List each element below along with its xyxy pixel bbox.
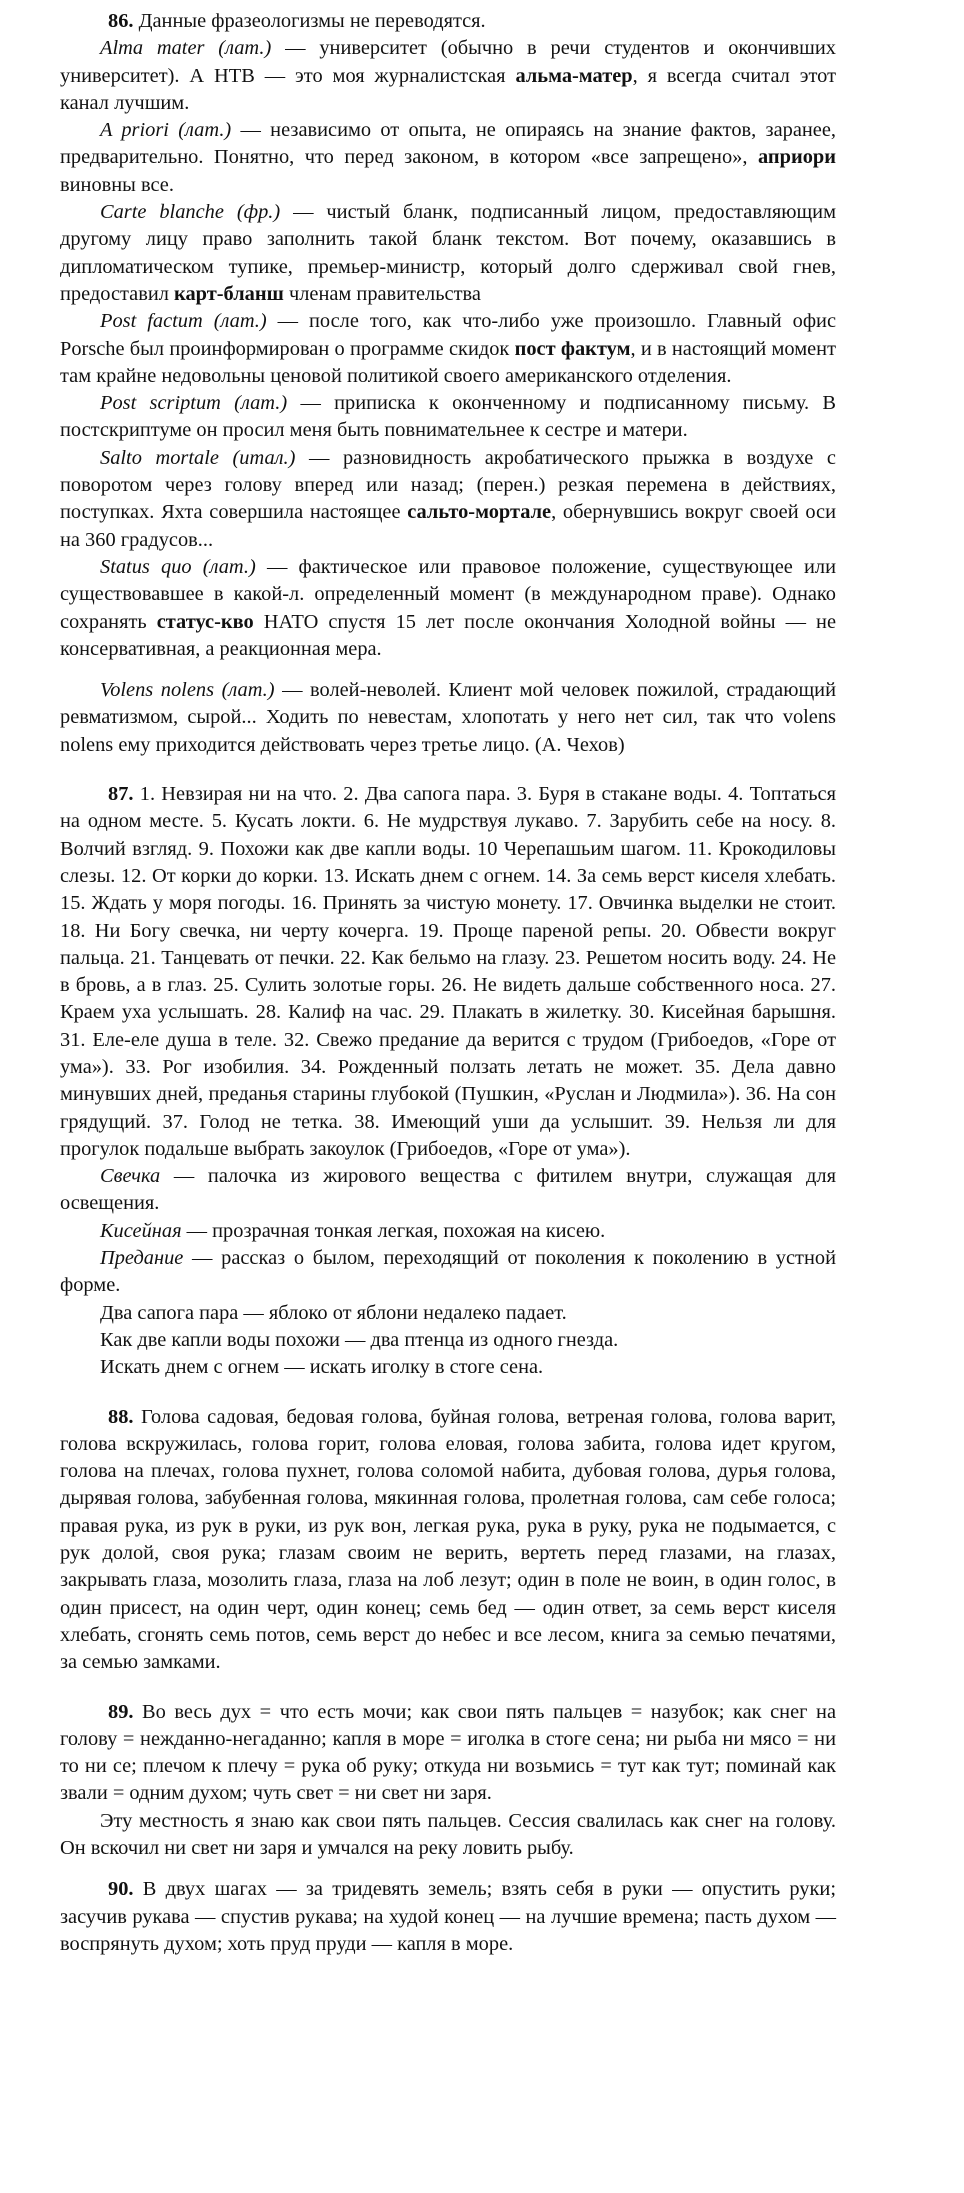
entry-lang xyxy=(237,201,280,223)
exercise-90-text: 90. В двух шагах — за тридевять земель; взять себя в руки — опустить руки; засучив рукава — спустив рукава; на худой конец — на лучшие времена; пасть духом — воспрянуть духом; хоть пруд пруди — капля в море. xyxy=(60,1878,836,1955)
exercise-number: 88. xyxy=(108,1405,134,1428)
entry-term: Carte blanche xyxy=(100,201,224,224)
entry-term: Post scriptum xyxy=(100,392,221,415)
exercise-88 xyxy=(60,1404,836,1677)
entry-status-quo: Status quo (лат.) — фактическое или правовое положение, существующее или существовавшее в какой-л. определенный момент (в международном праве). Однако сохранять статус-кво НАТО спустя 15 лет после окончания Холодной войны — не консервативная, а реакционная мера. xyxy=(60,555,837,660)
exercise-89-text: 89. Во весь дух = что есть мочи; как свои пять пальцев = назубок; как снег на голову = нежданно-негаданно; капля в море = иголка в стоге сена; ни рыба ни мясо = ни то ни се; плечом к плечу = рука об руку; откуда ни возьмись = тут как тут; поминай как звали = одним духом; чуть свет = ни свет ни заря. xyxy=(60,1700,836,1805)
exercise-89 xyxy=(60,1699,836,1863)
entry-lang: (итал.) xyxy=(232,446,296,469)
entry-bold: карт-бланш xyxy=(174,282,284,305)
entry-lang: (лат.) xyxy=(178,119,232,142)
entry-term: Post factum xyxy=(100,310,203,333)
entry-post-factum: Post factum (лат.) — после того, как что-либо уже произошло. Главный офис Porsche был проинформирован о программе скидок пост фактум, и в настоящий момент там крайне недовольны ценовой политикой своего американского отделения. xyxy=(60,310,836,387)
entry-lang-text: (фр.) xyxy=(236,201,281,224)
entry-term: A priori xyxy=(100,119,169,142)
entry-a-priori: A priori (лат.) — независимо от опыта, не опираясь на знание фактов, заранее, предварительно. Понятно, что перед законом, в котором «все запрещено», априори виновны все. xyxy=(60,119,836,196)
exercise-number: 87. xyxy=(108,783,134,806)
entry-term: Alma mater xyxy=(100,37,205,60)
exercise-87 xyxy=(60,781,836,1382)
exercise-90 xyxy=(60,1876,836,1958)
entry-lang: (лат.) xyxy=(202,555,256,578)
entry-volens-nolens: Volens nolens (лат.) — волей-неволей. Клиент мой человек пожилой, страдающий ревматизмом, сырой... Ходить по невестам, хлопотать у него нет сил, так что volens nolens ему приходится действовать через третье лицо. (А. Чехов) xyxy=(60,679,836,756)
entry-lang: (лат.) xyxy=(218,37,272,60)
exercise-87-list: 87. 1. Невзирая ни на что. 2. Два сапога пара. 3. Буря в стакане воды. 4. Топтаться на одном месте. 5. Кусать локти. 6. Не мудрствуя лукаво. 7. Зарубить себе на носу. 8. Волчий взгляд. 9. Похожи как две капли воды. 10 Черепашьим шагом. 11. Крокодиловы слезы. 12. От корки до корки. 13. Искать днем с огнем. 14. За семь верст киселя хлебать. 15. Ждать у моря погоды. 16. Принять за чистую монету. 17. Овчинка выделки не стоит. 18. Ни Богу свечка, ни черту кочерга. 19. Проще пареной репы. 20. Обвести вокруг пальца. 21. Танцевать от печки. 22. Как бельмо на глазу. 23. Решетом носить воду. 24. Не в бровь, а в глаз. 25. Сулить золотые горы. 26. Не видеть дальше собственного носа. 27. Краем уха услышать. 28. Калиф на час. 29. Плакать в жилетку. 30. Кисейная барышня. 31. Еле-еле душа в теле. 32. Свежо предание да верится с трудом (Грибоедов, «Горе от ума»). 33. Рог изобилия. 34. Рожденный ползать летать не может. 35. Дела давно минувших дней, преданья старины глубокой (Пушкин, «Руслан и Людмила»). 36. На сон грядущий. 37. Голод не тетка. 38. Имеющий уши да услышит. 39. Нельзя ли для прогулок подальше выбрать закоулок (Грибоедов, «Горе от ума»). xyxy=(60,783,836,1160)
entry-carte-blanche: Carte blanche (фр.) — чистый бланк, подписанный лицом, предоставляющим другому лицу право заполнить такой бланк текстом. Вот почему, оказавшись в дипломатическом тупике, премьер-министр, который долго сдерживал свой гнев, предоставил карт-бланш членам правительства xyxy=(60,201,836,305)
definition-predanie: Предание — рассказ о былом, переходящий от поколения к поколению в устной форме. xyxy=(60,1247,836,1297)
entry-post-scriptum: Post scriptum (лат.) — приписка к оконченному и подписанному письму. В постскриптуме он просил меня быть повнимательнее к сестре и матери. xyxy=(60,392,836,442)
entry-bold: статус-кво xyxy=(156,610,254,633)
exercise-89-sentences: Эту местность я знаю как свои пять пальцев. Сессия свалилась как снег на голову. Он вскочил ни свет ни заря и умчался на реку ловить рыбу. xyxy=(60,1809,836,1859)
entry-bold: альма-матер xyxy=(515,64,633,87)
pair-line: Искать днем с огнем — искать иголку в стоге сена. xyxy=(100,1356,544,1379)
entry-bold: пост фактум xyxy=(514,337,631,360)
exercise-86 xyxy=(60,8,836,759)
entry-lang: (лат.) xyxy=(221,679,275,702)
entry-term: Salto mortale xyxy=(100,446,219,469)
definition-kiseynaya: Кисейная — прозрачная тонкая легкая, похожая на кисею. xyxy=(100,1219,606,1242)
entry-term: Status quo xyxy=(100,555,192,578)
exercise-88-text: 88. Голова садовая, бедовая голова, буйная голова, ветреная голова, голова варит, голова вскружилась, голова горит, голова еловая, голова забита, голова идет кругом, голова на плечах, голова пухнет, голова соломой набита, дубовая голова, дурья голова, дырявая голова, забубенная голова, мякинная голова, пролетная голова, сам себе голоса; правая рука, из рук в руки, из рук вон, легкая рука, рука в руку, рука не подымается, с рук долой, своя рука; глазам своим не верить, вертеть перед глазами, на глазах, закрывать глаза, мозолить глаза, глаза на лоб лезут; один в поле не воин, в один голос, в один присест, на один черт, один конец; семь бед — один ответ, за семь верст киселя хлебать, сгонять семь потов, семь верст до небес и все лесом, книга за семью печатями, за семью замками. xyxy=(60,1405,836,1674)
pair-line: Как две капли воды похожи — два птенца из одного гнезда. xyxy=(100,1328,619,1351)
entry-bold: сальто-мортале xyxy=(407,501,552,524)
pair-line: Два сапога пара — яблоко от яблони недалеко падает. xyxy=(100,1301,567,1324)
document-page xyxy=(60,8,836,1958)
entry-salto-mortale: Salto mortale (итал.) — разновидность акробатического прыжка в воздухе с поворотом через голову вперед или назад; (перен.) резкая перемена в действиях, поступках. Яхта совершила настоящее сальто-мортале, обернувшись вокруг своей оси на 360 градусов... xyxy=(60,446,836,551)
definition-svechka: Свечка — палочка из жирового вещества с фитилем внутри, служащая для освещения. xyxy=(60,1165,836,1215)
entry-term: Volens nolens xyxy=(100,679,215,702)
exercise-number: 90. xyxy=(108,1878,134,1901)
exercise-number: 89. xyxy=(108,1700,134,1723)
entry-bold: априори xyxy=(757,146,836,169)
definition-term: Свечка xyxy=(100,1165,161,1188)
definition-term: Кисейная xyxy=(100,1219,182,1242)
entry-lang: (лат.) xyxy=(213,310,267,333)
entry-alma-mater: Alma mater (лат.) — университет (обычно в речи студентов и окончивших университет). А НТВ — это моя журналистская альма-матер, я всегда считал этот канал лучшим. xyxy=(60,37,836,114)
exercise-number: 86. xyxy=(108,10,134,32)
exercise-86-intro: 86. Данные фразеологизмы не переводятся. xyxy=(108,10,486,32)
definition-term: Предание xyxy=(100,1247,184,1270)
entry-lang: (лат.) xyxy=(234,392,288,415)
